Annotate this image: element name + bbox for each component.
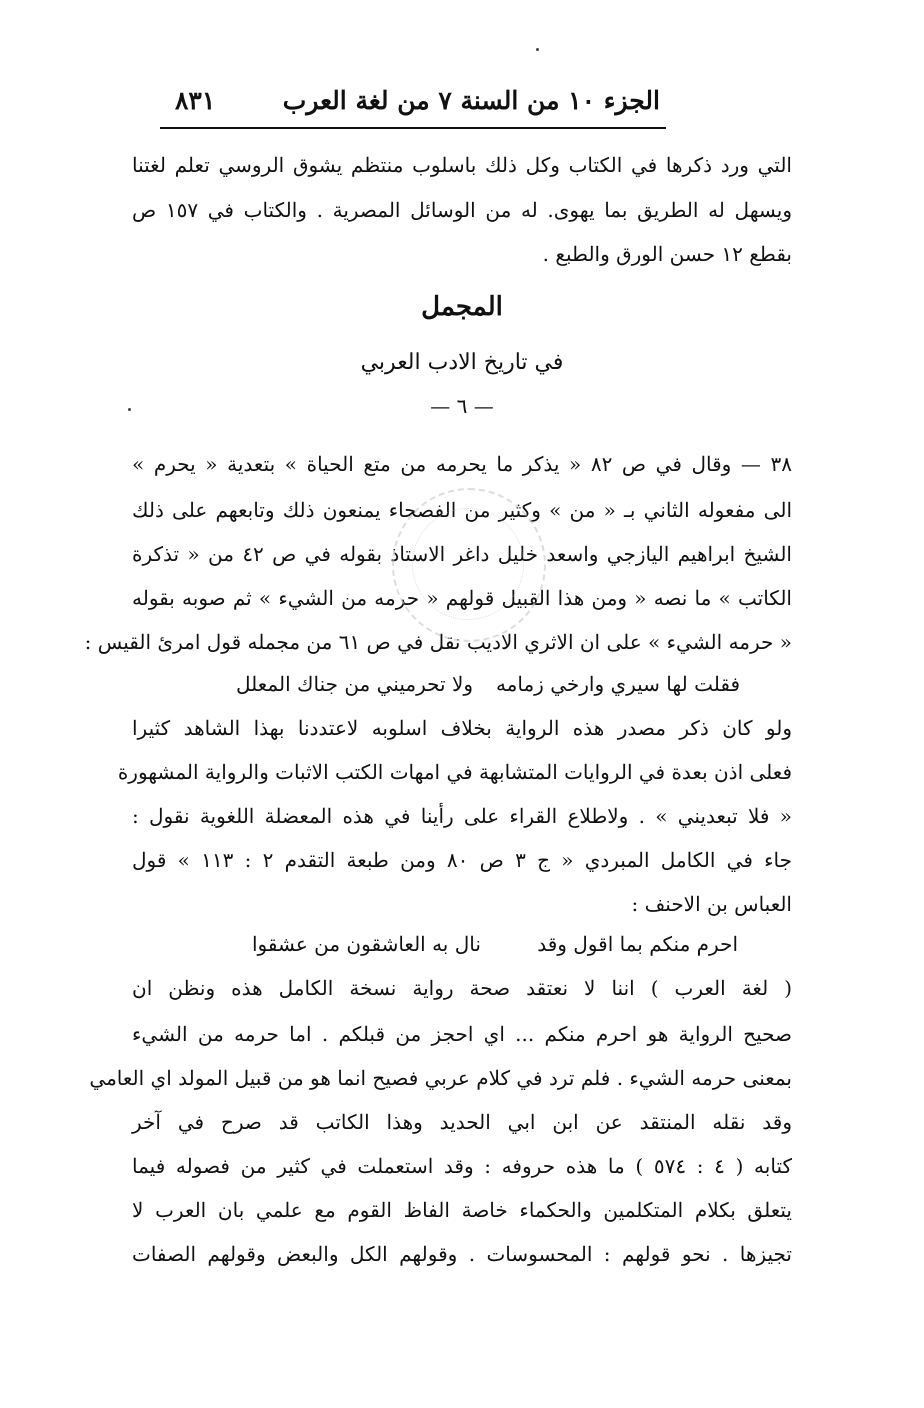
body-line: الى مفعوله الثاني بـ « من » وكثير من الفصحاء يمنعون ذلك وتابعهم على ذلك xyxy=(132,498,792,522)
body-line: ٣٨ — وقال في ص ٨٢ « يذكر ما يحرمه من متع الحياة » بتعدية « يحرم » xyxy=(132,452,792,476)
body-line: كتابه ( ٤ : ٥٧٤ ) ما هذه حروفه : وقد استعملت في كثير من فصوله فيما xyxy=(132,1154,792,1178)
body-line: « حرمه الشيء » على ان الاثري الاديب نقل في ص ٦١ من مجمله قول امرئ القيس : xyxy=(84,630,792,654)
library-stamp xyxy=(392,488,546,642)
body-line: ولو كان ذكر مصدر هذه الرواية بخلاف اسلوبه لاعتددنا بهذا الشاهد كثيرا xyxy=(132,716,792,740)
body-line: يتعلق بكلام المتكلمين والحكماء خاصة الفاظ القوم مع علمي بان العرب لا xyxy=(132,1198,792,1222)
running-title: الجزء ١٠ من السنة ٧ من لغة العرب xyxy=(282,85,660,115)
body-line: صحيح الرواية هو احرم منكم ... اي احجز من قبلكم . اما حرمه من الشيء xyxy=(132,1022,792,1046)
section-subtitle: في تاريخ الادب العربي xyxy=(360,350,564,375)
scan-speck xyxy=(536,48,539,51)
body-line: الشيخ ابراهيم اليازجي واسعد خليل داغر الاستاذ بقوله في ص ٤٢ من « تذكرة xyxy=(132,542,792,566)
body-line: بمعنى حرمه الشيء . فلم ترد في كلام عربي فصيح انما هو من قبيل المولد اي العامي xyxy=(89,1066,792,1090)
intro-line: التي ورد ذكرها في الكتاب وكل ذلك باسلوب منتظم يشوق الروسي تعلم لغتنا xyxy=(132,153,792,177)
body-line: وقد نقله المنتقد عن ابن ابي الحديد وهذا الكاتب قد صرح في آخر xyxy=(132,1110,792,1134)
body-line: العباس بن الاحنف : xyxy=(631,892,792,916)
body-line: فعلى اذن بعدة في الروايات المتشابهة في امهات الكتب الاثبات والرواية المشهورة xyxy=(117,760,792,784)
body-line: ( لغة العرب ) اننا لا نعتقد صحة رواية نسخة الكامل هذه ونظن ان xyxy=(132,976,792,1000)
verse-hemistich-first: احرم منكم بما اقول وقد xyxy=(537,932,738,956)
verse-hemistich-second: نال به العاشقون من عشقوا xyxy=(252,932,481,956)
header-rule xyxy=(160,127,666,129)
section-title: المجمل xyxy=(421,292,503,322)
scan-speck xyxy=(128,408,131,411)
body-line: جاء في الكامل المبردي « ج ٣ ص ٨٠ ومن طبعة التقدم ٢ : ١١٣ » قول xyxy=(132,848,792,872)
section-part-number: — ٦ — xyxy=(430,394,494,418)
body-line: الكاتب » ما نصه « ومن هذا القبيل قولهم « حرمه من الشيء » ثم صوبه بقوله xyxy=(132,586,792,610)
verse-hemistich-first: فقلت لها سيري وارخي زمامه xyxy=(495,672,740,696)
running-header xyxy=(175,78,660,122)
verse-hemistich-second: ولا تحرميني من جناك المعلل xyxy=(236,672,474,696)
body-line: تجيزها . نحو قولهم : المحسوسات . وقولهم الكل والبعض وقولهم الصفات xyxy=(132,1242,792,1266)
intro-line: ويسهل له الطريق بما يهوى. له من الوسائل المصرية . والكتاب في ١٥٧ ص xyxy=(132,198,792,222)
body-line: « فلا تبعديني » . ولاطلاع القراء على رأينا في هذه المعضلة اللغوية نقول : xyxy=(132,804,792,828)
page-number: ٨٣١ xyxy=(175,85,216,115)
intro-line: بقطع ١٢ حسن الورق والطبع . xyxy=(542,242,792,266)
